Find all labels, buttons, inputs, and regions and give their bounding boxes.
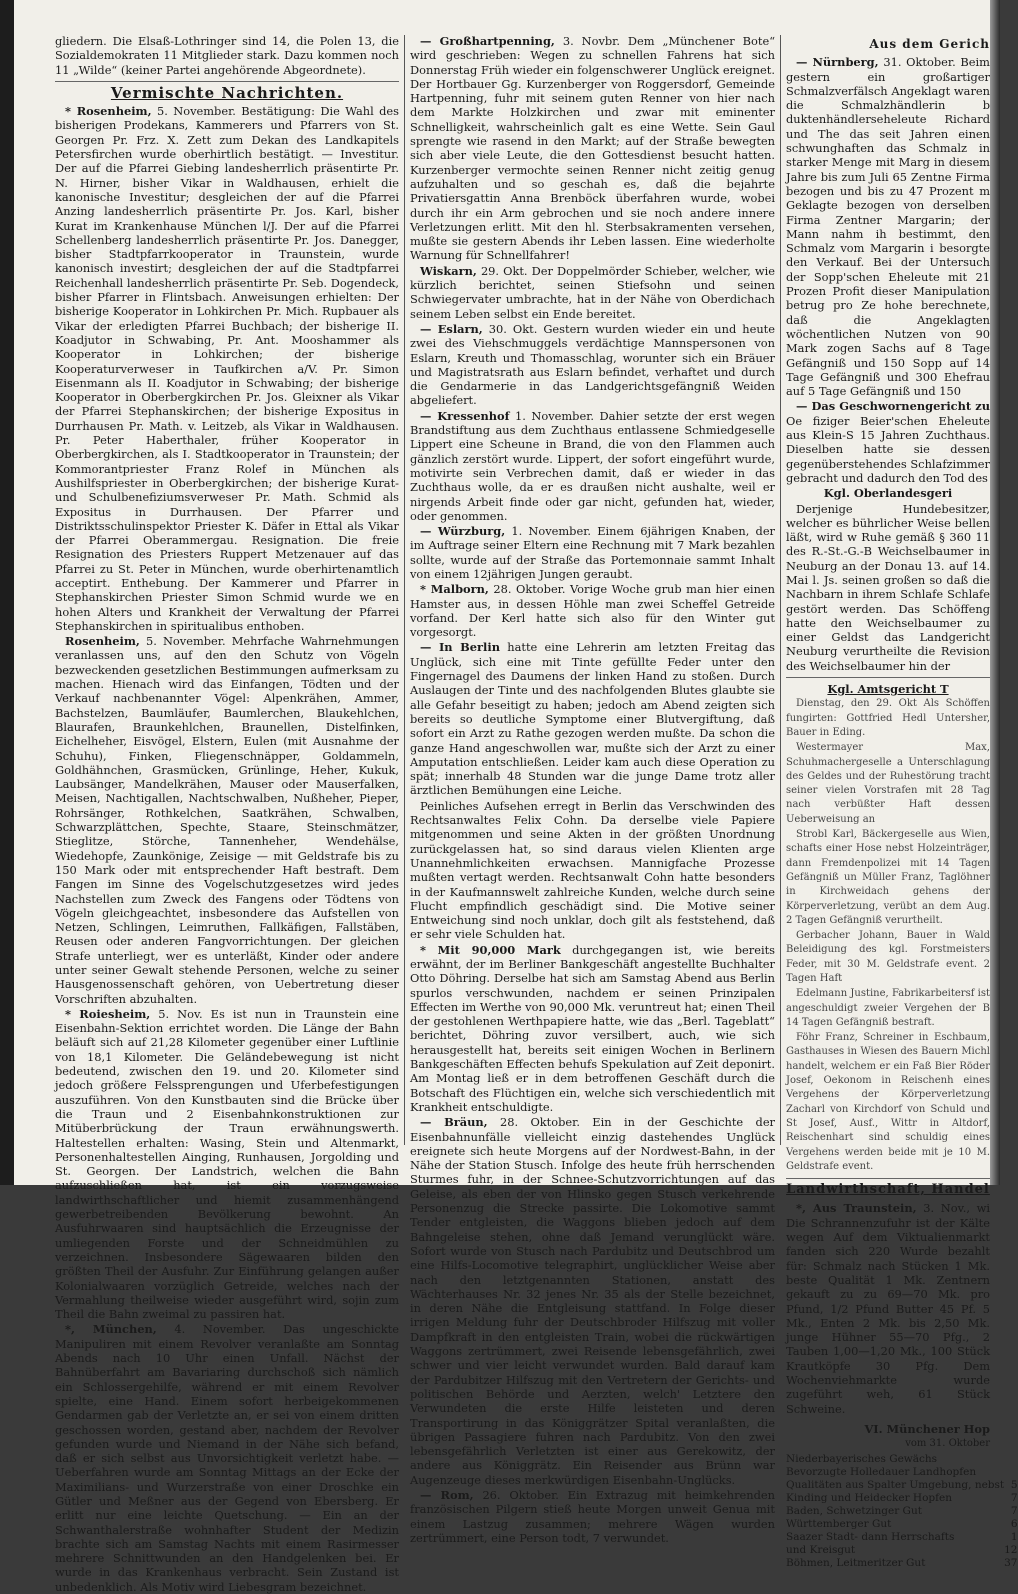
table-row: Baden, Schwetzinger Gut 7: [786, 1504, 1018, 1517]
article: — Eslarn, 30. Okt. Gestern wurden wieder ein und heute zwei des Viehschmuggels verdächtige Mannspersonen von Eslarn, Kreuth und Thomasschlag, worunter sich ein Bräuer und Magistratsrath aus Eslarn befindet, verhaftet und durch die Gendarmerie in das Landgerichtsgefängniß Weiden abgeliefert.: [410, 321, 775, 408]
court-section-title: Aus dem Gerich: [869, 37, 990, 51]
table-row: Qualitäten aus Spalter Umgebung, nebst 5: [786, 1478, 1018, 1491]
article: Peinliches Aufsehen erregt in Berlin das Verschwinden des Rechtsanwaltes Felix Cohn. Da derselbe viele Papiere mitgenommen und seine Akten in der größten Unordnung zurückgelassen hat, so sind daraus vielen Klienten arge Unannehmlichkeiten erwachsen. Mannigfache Prozesse mußten vertagt werden. Rechtsanwalt Cohn hatte besonders in der Kaufmannswelt zahlreiche Kunden, welche durch seine Flucht empfindlich geschädigt sind. Die Motive seiner Entweichung sind noch unklar, doch gilt als feststehend, daß er sehr viele Schulden hat.: [410, 798, 775, 942]
article: Gerbacher Johann, Bauer in Wald Beleidigung des kgl. Forstmeisters Feder, mit 30 M. Geldstrafe event. 2 Tagen Haft: [786, 930, 990, 984]
article: * Roiesheim, 5. Nov. Es ist nun in Traunstein eine Eisenbahn-Sektion errichtet worden. Die Länge der Bahn beläuft sich auf 21,28 Kilometer gegenüber einer Luftlinie von 18,1 Kilometer. Die Geländebewegung ist nicht bedeutend, zwischen den 19. und 20. Kilometer sind jedoch größere Felssprengungen und Uferbefestigungen auszuführen. Von den Kunstbauten sind die Brücke über die Traun und 2 Eisenbahnkonstruktionen zur Mitüberbrückung der Traun erwähnungswerth. Haltestellen erhalten: Wasing, Stein und Altenmarkt, Personenhaltestellen Ainging, Runhausen, Jorgolding und St. Georgen. Der Landstrich, welchen die Bahn aufzuschließen hat, ist ein vorzugsweise landwirthschaftlicher und hiemit zusammenhängend gewerbetreibenden Bevölkerung bewohnt. An Ausfuhrwaaren sind hauptsächlich die Erzeugnisse der umliegenden Forste und der Schneidmühlen zu verzeichnen. Insbesondere Sägewaaren bilden den größten Theil der Ausfuhr. Zur Einführung gelangen außer Kolonialwaaren vorzüglich Getreide, welches nach der Vermahlung theilweise wieder ausgeführt wird, sojin zum Theil die Bahn zweimal zu passiren hat.: [55, 1006, 399, 1322]
article: — Bräun, 28. Oktober. Ein in der Geschichte der Eisenbahnunfälle vielleicht einzig dastehendes Unglück ereignete sich heute Morgens auf der Nordwest-Bahn, in der Nähe der Station Stusch. Infolge des heute früh herrschenden Sturmes fuhr, in der Schnee-Schutzvorrichtungen auf das Geleise, als eben der von Hlinsko gegen Stusch verkehrende Personenzug die Strecke passirte. Die Lokomotive sammt Tender entgleisten, die Waggons blieben jedoch auf dem Bahngeleise stehen, ohne daß Jemand verunglückt wäre. Sofort wurde von Stusch nach Pardubitz und Deutschbrod um eine Hilfs-Locomotive telegraphirt, unglücklicher Weise aber nach den letztgenannten Stationen, anstatt des Wächterhauses Nr. 32 jenes Nr. 35 als der Stelle bezeichnet, in deren Nähe die Entgleisung stattfand. In Folge dieser irrigen Meldung fuhr der Deutschbroder Hilfszug mit voller Dampfkraft in den entgleisten Train, wobei die rückwärtigen Waggons zertrümmert, zwei Reisende lebensgefährlich, zwei schwer und vier leicht verwundet wurden. Bald darauf kam der Pardubitzer Hilfszug mit den Vertretern der Gerichts- und politischen Behörde und Aerzten, welch' Letztere den Verwundeten die erste Hilfe leisteten und deren Transportirung in das Königgrätzer Spital veranlaßten, die übrigen Passagiere fuhren nach Pardubitz. Von den zwei lebensgefährlich Verletzten ist einer aus Gerekowitz, der andere aus Königgrätz. Ein Reisender aus Brünn war Augenzeuge dieses merkwürdigen Eisenbahn-Unglücks.: [410, 1115, 775, 1487]
table-row: und Kreisgut 12: [786, 1543, 1018, 1556]
article: Strobl Karl, Bäckergeselle aus Wien, schafts einer Hose nebst Holzeinträger, dann Fremdenpolizei mit 14 Tagen Gefängniß un Müller Franz, Taglöhner in Kirchweidach gehens der Körperverletzung, verübt an dem Aug. 2 Tagen Gefängniß verurtheilt.: [786, 829, 990, 926]
divider: [786, 1178, 990, 1179]
article: *, München, 4. November. Das ungeschickte Manipuliren mit einem Revolver veranlaßte am Sonntag Abends nach 10 Uhr einen Unfall. Nächst der Bahnüberfahrt am Bavariaring durchschoß sich nämlich ein Schlossergehilfe, während er mit einem Revolver spielte, eine Hand. Einem sofort herbeigekommenen Gendarmen gab der Verletzte an, er sei von einem dritten geschossen worden, gestand aber, nachdem der Revolver gefunden wurde und Niemand in der Nähe sich befand, daß er sich selbst aus Unvorsichtigkeit verletzt habe. — Ueberfahren wurde am Sonntag Mittags an der Ecke der Maximilians- und Wurzerstraße von einer Droschke ein Gütler und Meßner aus der Gegend von Ebersberg. Er erlitt nur eine leichte Quetschung. — Ein an der Schwanthalerstraße wohnhafter Student der Medizin brachte sich am Samstag Nachts mit einem Rasirmesser mehrere Schnittwunden an den Handgelenken bei. Er wurde in das Krankenhaus verbracht. Sein Zustand ist unbedenklich. Als Motiv wird Liebesgram bezeichnet.: [55, 1322, 399, 1594]
article: Föhr Franz, Schreiner in Eschbaum, Gasthauses in Wiesen des Bauern Michl handelt, welchem er ein Faß Bier Röder Josef, Oekonom in Reischenh eines Vergehens der Körperverletzung Zacharl von Kirchdorf von Schuld und St Josef, Ausf., Wittr in Altdorf, Reischenhart sind schuldig eines Vergehens werden beide mit je 10 M. Geldstrafe event.: [786, 1032, 990, 1172]
article: — Würzburg, 1. November. Einem 6jährigen Knaben, der im Auftrage seiner Eltern eine Rechnung mit 7 Mark bezahlen sollte, wurde auf der Straße das Portemonnaie sammt Inhalt von einem 12jährigen Jungen geraubt.: [410, 524, 775, 581]
article: — Großhartpenning, 3. Novbr. Dem „Münchener Bote“ wird geschrieben: Wegen zu schnellen Fahrens hat sich Donnerstag Früh wieder ein folgenschwerer Unglück ereignet. Der Hortbauer Gg. Kurzenberger von Roggersdorf, Gemeinde Hartpenning, fuhr mit seinem guten Renner von hier nach dem Markte Holzkirchen und zwar mit eminenter Schnelligkeit, wahrscheinlich galt es eine Wette. Sein Gaul sprengte wie rasend in den Markt; auf der Straße bewegten sich aber viele Leute, die den Gottesdienst besucht hatten. Kurzenberger vermochte seinen Renner nicht zeitig genug aufzuhalten und so geschah es, daß die bejahrte Privatiersgattin Anna Brenböck überfahren wurde, wobei durch ihr ein Arm gebrochen und sie noch andere innere Verletzungen erlitt. Mit den hl. Sterbsakramenten versehen, mußte sie gestern Abends ihr Leben lassen. Eine wiederholte Warnung für Schnellfahrer!: [410, 34, 776, 263]
article: — Rom, 26. Oktober. Ein Extrazug mit heimkehrenden französischen Pilgern stieß heute Morgen unweit Genua mit einem Lastzug zusammen; mehrere Wägen wurden zertrümmert, eine Person todt, 7 verwundet.: [410, 1487, 775, 1545]
article: — In Berlin hatte eine Lehrerin am letzten Freitag das Unglück, sich eine mit Tinte gefüllte Feder unter den Fingernagel des Daumens der linken Hand zu stoßen. Durch Auslaugen der Tinte und des nachfolgenden Blutes glaubte sie alle Gefahr beseitigt zu haben; jedoch am Abend zeigten sich bereits so deutliche Symptome einer Blutvergiftung, daß sofort ein Arzt zu Rathe gezogen werden mußte. Da schon die ganze Hand angeschwollen war, mußte sich der Arzt zu einer Amputation entschließen. Leider kam auch diese Operation zu spät; innerhalb 48 Stunden war die junge Dame trotz aller ärztlichen Bemühungen eine Leiche.: [410, 640, 775, 798]
article: * Rosenheim, 5. November. Bestätigung: Die Wahl des bisherigen Prodekans, Kammerers und Pfarrers von St. Georgen Pr. Frz. X. Zett zum Dekan des Landkapitels Petersfirchen wurde oberhirtlich bestätigt. — Investitur. Der auf die Pfarrei Giebing landesherrlich präsentirte Pr. N. Hirner, bisher Vikar in Waldhausen, erhielt die kanonische Investitur; desgleichen der auf die Pfarrei Anzing landesherrlich präsentirte Pr. Jos. Karl, bisher Kurat im Krankenhause München l/J. Der auf die Pfarrei Schellenberg landesherrlich präsentirte Pr. Jos. Danegger, bisher Stadtpfarrkooperator in Traunstein, wurde kanonisch investirt; desgleichen der auf die Stadtpfarrei Reichenhall landesherrlich präsentirte Pr. Seb. Dogendeck, bisher Pfarrer in Flintsbach. Anweisungen erhielten: Der bisherige Kooperator in Lohkirchen Pr. Mich. Rupbauer als Vikar der erledigten Pfarrei Buchbach; der bisherige II. Koadjutor in Schwabing, Pr. Ant. Mooshammer als Kooperator in Lohkirchen; der bisherige Kooperaturverweser in Taufkirchen a/V. Pr. Simon Eisenmann als II. Koadjutor in Schwabing; der bisherige Kooperator in Oberbergkirchen Pr. Jos. Gleixner als Vikar der Pfarrei Stephanskirchen; der bisherige Expositus in Durrhausen Pr. Math. v. Leitzeb, als Vikar in Waldhausen. Pr. Peter Haberthaler, früher Kooperator in Oberbergkirchen, als I. Stadtkooperator in Traunstein; der Kommorantpriester Franz Rolef in München als Aushilfspriester in Oberbergkirchen; der bisherige Kurat- und Schulbenefiziumsverweser Pr. Math. Schmid als Expositus in Durrhausen. Der Pfarrer und Distriktsschulinspektor Priester K. Däfer in Ettal als Vikar der Pfarrei Oberammergau. Resignation. Die freie Resignation des Priesters Ruppert Metzenauer auf das Pfarrei zu St. Peter in München, wurde oberhirtenamtlich acceptirt. Enthebung. Der Kammerer und Pfarrer in Stephanskirchen Priester Simon Schmid wurde we en hohen Alters und Krankheit der Verwaltung der Pfarrei Stephanskirchen in spiritualibus enthoben.: [55, 104, 399, 633]
article: Wiskarn, 29. Okt. Der Doppelmörder Schieber, welcher, wie kürzlich berichtet, seinen Stiefsohn und seinen Schwiegervater umbrachte, hat in der Nähe von Oberdichach seinem Leben selbst ein Ende bereitet.: [410, 263, 776, 321]
divider: [786, 677, 990, 678]
divider: [55, 81, 399, 82]
column-2: [410, 34, 776, 1545]
article: Westermayer Max, Schuhmachergeselle a Unterschlagung des Geldes und der Ruhestörung tracht seiner vielen Vorstrafen mit 28 Tag nach verbüßter Haft dessen Ueberweisung an: [786, 742, 990, 825]
market-report-title: VI. Münchener Hop: [864, 1421, 990, 1436]
section-title: Vermischte Nachrichten.: [110, 83, 344, 102]
table-row: Böhmen, Leitmeritzer Gut 37: [786, 1556, 1018, 1569]
scan-right-shadow: [990, 0, 1000, 1185]
article: — Das Geschwornengericht zu Oe fiziger Beier'schen Eheleute aus Klein-S 15 Jahren Zuchthaus. Dieselben hatte sie dessen gegenüberstehendes Schlafzimmer gebracht und dadurch den Tod des: [786, 399, 990, 485]
article: Derjenige Hundebesitzer, welcher es bührlicher Weise bellen läßt, wird w Ruhe gemäß § 360 11 des R.-St.-G.-B Weichselbaumer in Neuburg an der Donau 13. auf 14. Mai l. Js. seinen großen so daß die Nachbarn in ihrem Schlafe Schlafe gestört werden. Das Schöffeng hatte den Weichselbaumer zu einer Geldst das Landgericht Neuburg verurtheilte die Revision des Weichselbaumer hin der: [786, 501, 990, 673]
table-row: Kinding und Heidecker Hopfen 7: [786, 1491, 1018, 1504]
court-heading: Kgl. Oberlandesgeri: [823, 486, 953, 501]
article: Rosenheim, 5. November. Mehrfache Wahrnehmungen veranlassen uns, auf den den Schutz von Vögeln bezweckenden gesetzlichen Bestimmungen aufmerksam zu machen. Hienach wird das Einfangen, Tödten und der Verkauf nachbenannter Vögel: Alpenkrähen, Ammer, Bachstelzen, Baumläufer, Baumlerchen, Blaukehlchen, Blaurafen, Braunkehlchen, Braunellen, Distelfinken, Eichelheher, Eisvögel, Elstern, Eulen (mit Ausnahme der Schuhu), Finken, Fliegenschnäpper, Goldammeln, Goldhähnchen, Grasmücken, Grünlinge, Heher, Kukuk, Laubsänger, Mandelkrähen, Mauser oder Mauserfalken, Meisen, Nachtigallen, Nachtschwalben, Nußheher, Pieper, Rohrsänger, Rothkelchen, Saatkrähen, Schwalben, Schwarzplättchen, Spechte, Staare, Steinschmätzer, Stieglitze, Störche, Tannenheher, Wendehälse, Wiedehopfe, Zaunkönige, Zeisige — mit Geldstrafe bis zu 150 Mark oder mit entsprechender Haft bestraft. Dem Fangen im Sinne des Vogelschutzgesetzes wird jedes Nachstellen zum Zweck des Fangens oder Tödtens von Vögeln gleichgeachtet, insbesondere das Aufstellen von Netzen, Schlingen, Leimruthen, Fallkäfigen, Fallstäben, Reusen oder anderen Fangvorrichtungen. Der gleichen Strafe unterliegt, wer es unterläßt, Kinder oder andere unter seiner Gewalt stehende Personen, welche zu seiner Hausgenossenschaft gehören, von Uebertretung dieser Vorschriften abzuhalten.: [55, 634, 399, 1006]
table-row: Saazer Stadt- dann Herrschafts 1: [786, 1530, 1018, 1543]
table-row: Württemberger Gut 6: [786, 1517, 1018, 1530]
scan-left-border: [0, 0, 14, 1185]
article: Dienstag, den 29. Okt Als Schöffen fungirten: Gottfried Hedl Untersher, Bauer in Eding.: [786, 698, 990, 738]
column-rule: [404, 35, 405, 1145]
intro-paragraph: gliedern. Die Elsaß-Lothringer sind 14, die Polen 13, die Sozialdemokraten 11 Mitglieder stark. Dazu kommen noch 11 „Wilde“ (keiner Partei angehörende Abgeordnete).: [55, 34, 399, 77]
table-row: Niederbayerisches Gewächs: [786, 1452, 938, 1465]
agriculture-section-title: Landwirthschaft, Handel: [786, 1182, 990, 1198]
article: Edelmann Justine, Fabrikarbeitersf ist angeschuldigt zweier Vergehen der B 14 Tagen Gefängniß bestraft.: [786, 988, 990, 1028]
column-rule: [780, 35, 781, 1145]
article: * Mit 90,000 Mark durchgegangen ist, wie bereits erwähnt, der im Berliner Bankgeschäft angestellte Buchhalter Otto Döhring. Derselbe hat sich am Samstag Abend aus Berlin spurlos verschwunden, nachdem er seinen Prinzipalen Effecten im Werthe von 90,000 Mk. veruntreut hat; einen Theil der gestohlenen Werthpapiere hatte, wie das „Berl. Tageblatt“ berichtet, Döhring zuvor versilbert, auch, wie sich herausgestellt hat, bereits seit einigen Wochen in Berlinern Bankgeschäften Effecten behufs Spekulation auf Zeit deponirt. Am Montag ließ er in dem betroffenen Geschäft durch die Botschaft des Flüchtigen ein, welche sich verschiedentlich mit Krankheit entschuldigte.: [410, 942, 776, 1114]
article: * Malborn, 28. Oktober. Vorige Woche grub man hier einen Hamster aus, in dessen Höhle man zwei Scheffel Getreide vorfand. Der Kerl hatte sich also für den Winter gut vorgesorgt.: [410, 582, 775, 640]
table-row: Bevorzugte Holledauer Landhopfen: [786, 1465, 977, 1478]
article: — Nürnberg, 31. Oktober. Beim gestern ein großartiger Schmalzverfälsch Angeklagt waren die Schmalzhändlerin b duktenhändlerseheleute Richard und The das seit Jahren einen schwunghaften das Schmalz in starker Menge mit Marg in diesem Jahre bis zum Juli 65 Zentne Firma bezogen und bis zu 47 Prozent m Geklagte bezogen von derselben Firma Zentner Margarin; der Mann nahm ih bestimmt, den Schmalz vom Margarin i besorgte den Verkauf. Bei der Untersuch der Sopp'schen Eheleute mit 21 Prozen Profit dieser Manipulation betrug pro Ze hohe berechnete, daß die Angeklagten wöchentlichen Nutzen von 90 Mark zogen Sachs auf 8 Tage Gefängniß und 150 Sopp auf 14 Tage Gefängniß und 300 Ehefrau auf 5 Tage Gefängniß und 150: [786, 55, 990, 399]
column-3: [786, 34, 1018, 1569]
hop-price-table: [786, 1453, 1018, 1570]
article: *, Aus Traunstein, 3. Nov., wi Die Schrannenzufuhr ist der Kälte wegen Auf dem Viktualienmarkt fanden sich 220 Wurde bezahlt für: Schmalz nach Stücken 1 Mk. beste Qualität 1 Mk. Zentnern gekauft zu zu 69—70 Mk. pro Pfund, 1/2 Pfund Butter 45 Pf. 5 Mk., Enten 2 Mk. bis 2,50 Mk. junge Hühner 55—70 Pfg., 2 Tauben 1,00—1,20 Mk., 100 Stück Krautköpfe 30 Pfg. Dem Wochenviehmarkte wurde zugeführt weh, 61 Stück Schweine.: [786, 1201, 990, 1416]
article: — Kressenhof 1. November. Dahier setzte der erst wegen Brandstiftung aus dem Zuchthaus entlassene Schmiedgeselle Lippert eine Scheune in Brand, die von den Flammen auch gänzlich zerstört wurde. Lippert, der sofort eingeführt wurde, motivirte sein Verbrechen damit, daß er wieder in das Zuchthaus wolle, da er es draußen nicht aushalte, weil er nirgends Arbeit finde oder gar nicht, gefunden hat, wieder, oder genommen.: [410, 408, 775, 523]
column-1: [55, 34, 399, 1594]
court-heading: Kgl. Amtsgericht T: [827, 682, 949, 697]
market-report-date: vom 31. Oktober: [905, 1438, 990, 1450]
